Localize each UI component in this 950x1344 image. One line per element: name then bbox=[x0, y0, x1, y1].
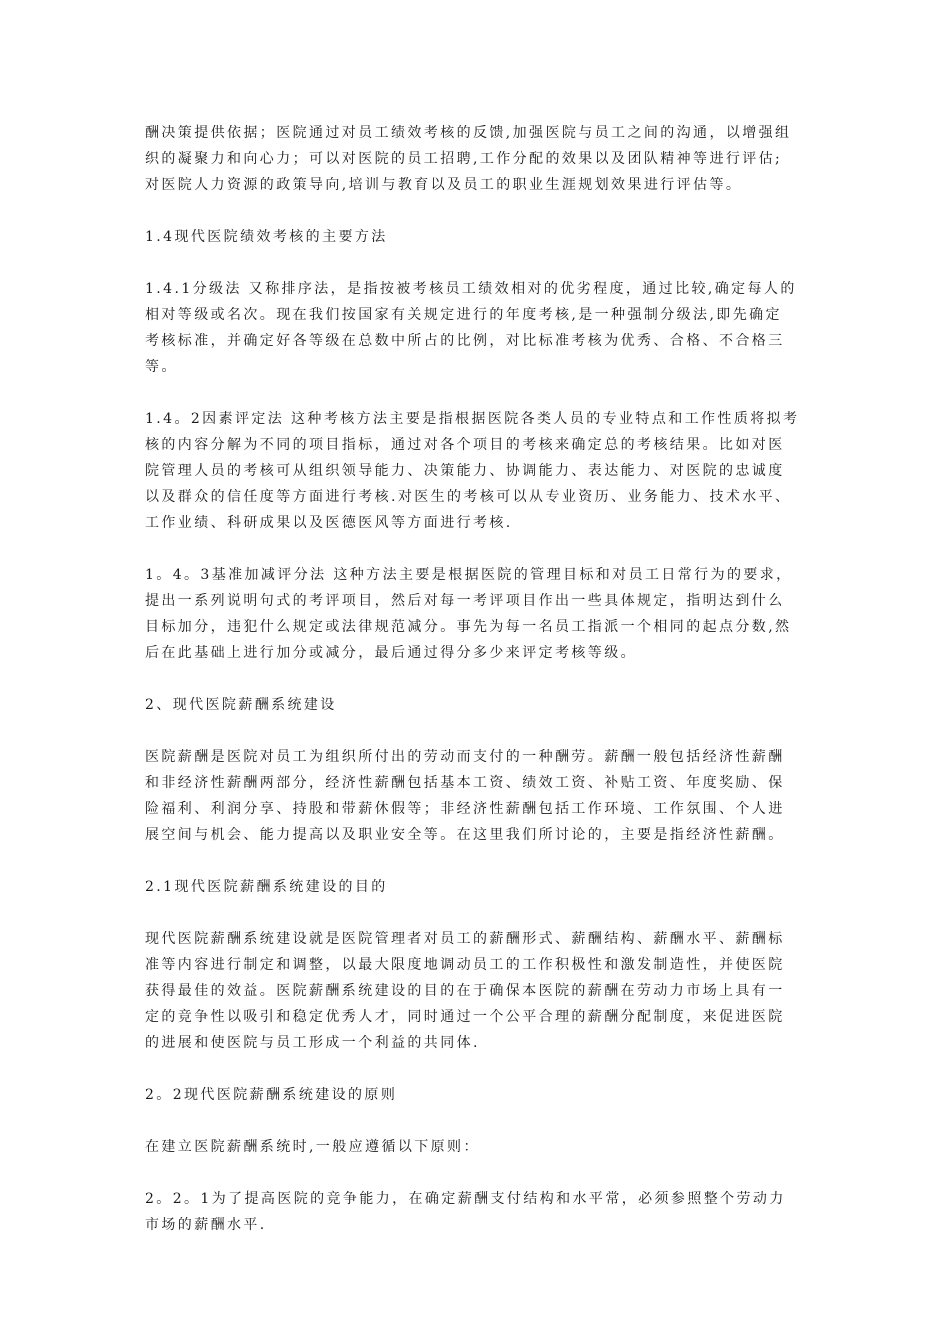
text-line: 在建立医院薪酬系统时,一般应遵循以下原则： bbox=[145, 1139, 480, 1155]
text-line: 现代医院薪酬系统建设就是医院管理者对员工的薪酬形式、薪酬结构、薪酬水平、薪酬标 bbox=[145, 931, 785, 947]
paragraph-2-2-intro bbox=[145, 1134, 810, 1160]
text-line: 相对等级或名次。现在我们按国家有关规定进行的年度考核,是一种强制分级法,即先确定 bbox=[145, 307, 782, 323]
text-line: 定的竞争性以吸引和稳定优秀人才，同时通过一个公平合理的薪酬分配制度，来促进医院 bbox=[145, 1009, 785, 1025]
section-heading-2-1 bbox=[145, 874, 810, 900]
heading-text: 1.4现代医院绩效考核的主要方法 bbox=[145, 229, 388, 245]
text-line: 1.4.1分级法 又称排序法，是指按被考核员工绩效相对的优劣程度，通过比较,确定每人的 bbox=[145, 281, 797, 297]
section-heading-1-4 bbox=[145, 224, 810, 250]
text-line: 等。 bbox=[145, 359, 178, 375]
text-line: 对医院人力资源的政策导向,培训与教育以及员工的职业生涯规划效果进行评估等。 bbox=[145, 177, 743, 193]
text-line: 1。4。3基准加减评分法 这种方法主要是根据医院的管理目标和对员工日常行为的要求， bbox=[145, 567, 793, 583]
text-line: 医院薪酬是医院对员工为组织所付出的劳动而支付的一种酬劳。薪酬一般包括经济性薪酬 bbox=[145, 749, 785, 765]
text-line: 准等内容进行制定和调整，以最大限度地调动员工的工作积极性和激发制造性，并使医院 bbox=[145, 957, 785, 973]
paragraph-1-4-1 bbox=[145, 276, 810, 380]
document-page bbox=[145, 120, 810, 1264]
paragraph-2-2-1 bbox=[145, 1186, 810, 1238]
section-heading-2 bbox=[145, 692, 810, 718]
text-line: 的进展和使医院与员工形成一个利益的共同体. bbox=[145, 1035, 480, 1051]
text-line: 1.4。2因素评定法 这种考核方法主要是指根据医院各类人员的专业特点和工作性质将拟考 bbox=[145, 411, 800, 427]
text-line: 获得最佳的效益。医院薪酬系统建设的目的在于确保本医院的薪酬在劳动力市场上具有一 bbox=[145, 983, 785, 999]
text-line: 提出一系列说明句式的考评项目，然后对每一考评项目作出一些具体规定，指明达到什么 bbox=[145, 593, 785, 609]
text-line: 考核标准，并确定好各等级在总数中所占的比例，对比标准考核为优秀、合格、不合格三 bbox=[145, 333, 785, 349]
paragraph-1-4-3 bbox=[145, 562, 810, 666]
heading-text: 2。2现代医院薪酬系统建设的原则 bbox=[145, 1087, 398, 1103]
text-line: 市场的薪酬水平. bbox=[145, 1217, 267, 1233]
text-line: 险福利、利润分享、持股和带薪休假等；非经济性薪酬包括工作环境、工作氛围、个人进 bbox=[145, 801, 785, 817]
text-line: 和非经济性薪酬两部分，经济性薪酬包括基本工资、绩效工资、补贴工资、年度奖励、保 bbox=[145, 775, 785, 791]
text-line: 织的凝聚力和向心力；可以对医院的员工招聘,工作分配的效果以及团队精神等进行评估; bbox=[145, 151, 783, 167]
section-heading-2-2 bbox=[145, 1082, 810, 1108]
text-line: 2。2。1为了提高医院的竞争能力，在确定薪酬支付结构和水平常，必须参照整个劳动力 bbox=[145, 1191, 786, 1207]
text-line: 以及群众的信任度等方面进行考核.对医生的考核可以从专业资历、业务能力、技术水平、 bbox=[145, 489, 792, 505]
text-line: 展空间与机会、能力提高以及职业安全等。在这里我们所讨论的，主要是指经济性薪酬。 bbox=[145, 827, 785, 843]
text-line: 后在此基础上进行加分或减分，最后通过得分多少来评定考核等级。 bbox=[145, 645, 637, 661]
paragraph-2-1 bbox=[145, 926, 810, 1056]
text-line: 核的内容分解为不同的项目指标，通过对各个项目的考核来确定总的考核结果。比如对医 bbox=[145, 437, 785, 453]
heading-text: 2、现代医院薪酬系统建设 bbox=[145, 697, 337, 713]
paragraph-compensation-definition bbox=[145, 744, 810, 848]
paragraph-evaluation-purpose bbox=[145, 120, 810, 198]
text-line: 目标加分，违犯什么规定或法律规范减分。事先为每一名员工指派一个相同的起点分数,然 bbox=[145, 619, 792, 635]
heading-text: 2.1现代医院薪酬系统建设的目的 bbox=[145, 879, 388, 895]
text-line: 院管理人员的考核可从组织领导能力、决策能力、协调能力、表达能力、对医院的忠诚度 bbox=[145, 463, 785, 479]
text-line: 酬决策提供依据；医院通过对员工绩效考核的反馈,加强医院与员工之间的沟通，以增强组 bbox=[145, 125, 792, 141]
text-line: 工作业绩、科研成果以及医德医风等方面进行考核. bbox=[145, 515, 513, 531]
paragraph-1-4-2 bbox=[145, 406, 810, 536]
